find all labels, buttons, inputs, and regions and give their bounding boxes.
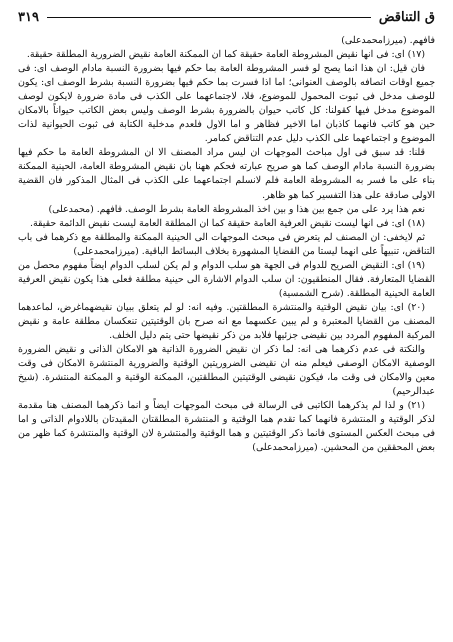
header-rule bbox=[47, 17, 371, 18]
paragraph: (٢٠) اى: بيان نقيض الوقتية والمنتشرة المطلقتين. وفيه انه: لو لم يتعلق ببيان نقيضهماغرض، لماعدهما المصنف من القضايا المعتبرة و لم يبين عكسهما مع انه صرح بان الوقتيتين تنعكسان مطلقة عامة و نقيض المركبة المفهوم المردد بين نقيضى جزئيها فلابد من ذكر نقيضها حتى يتم دليل الخلف. bbox=[18, 301, 435, 341]
chapter-title: ق التناقض bbox=[378, 9, 435, 25]
paragraph: نعم هذا يرد على من جمع بين هذا و بين اخذ المشروطة العامة بشرط الوصف. فافهم. (محمدعلى) bbox=[48, 203, 425, 215]
paragraph: (٢١) و لذا لم يذكرهما الكاتبى فى الرسالة فى مبحث الموجهات ايضاً و انما ذكرهما المصنف هنا مقدمة لذكر الوقتية و المنتشرة فانهما كما تقدم هما الوقتية و المنتشرة المطلقتان المقيدتان باللادوام الذاتى و اما فى مبحث العكس المستوى فانما ذكر الوقتيتين و هما الوقتية والمنتشرة لان الوقتية والمنتشرة كما ظهر من بعض المحققين من المحشين. (ميرزامحمدعلى) bbox=[18, 400, 435, 454]
paragraph: قلنا: قد سبق فى اول مباحث الموجهات ان ليس مراد المصنف الا ان المشروطة العامة ما حكم فيها بضرورة النسبة مادام الوصف كما هو صريح عبارته فحكم ههنا بان نقيض المشروطة العامة، الحينية الممكنة بناء على ما فسر به المشروطة العامة فلم لانسلم اجتماعهما على الكذب فى المثال المذكور فان القضية الاولى صادقة على هذا التفسير كما هو ظاهر. bbox=[18, 147, 435, 201]
paragraph: ثم لايخفى: ان المصنف لم يتعرض فى مبحث الموجهات الى الحينية الممكنة والمطلقة مع ذكرهما فى باب التناقض، تنبيهاً على انهما ليستا من القضايا المشهورة بخلاف البسائط الباقية. (ميرزامحمدعلى) bbox=[18, 231, 435, 257]
paragraph: والنكتة فى عدم ذكرهما هى انه: لما ذكر ان نقيض الضرورة الذاتية هو الامكان الذاتى و نقيض الضرورة الوصفية الامكان الوصفى فيعلم منه ان نقيضى الضروريتين الوقتية والضرورية المنتشرة الامكان فى وقت معين والامكان فى وقت ما، فيكون نقيضى الوقتيتين المطلقتين، الممكنة الوقتية و الممكنة المنتشرة. (شيخ عبدالرحيم) bbox=[18, 344, 435, 398]
paragraph: (١٨) اى: فى انها ليست نقيض العرفية العامة حقيقة كما ان المطلقة العامة ليست نقيض الدائمة حقيقة. bbox=[30, 217, 425, 229]
paragraph: (١٧) اى: فى انها نقيض المشروطة العامة حقيقة كما ان الممكنة العامة نقيض الضرورية المطلقة حقيقة. bbox=[26, 49, 425, 61]
page-number: ٣١٩ bbox=[18, 9, 39, 25]
paragraph: (١٩) اى: النقيض الصريح للدوام فى الجهة هو سلب الدوام و لم يكن لسلب الدوام ايضاً مفهوم محصل من القضايا المتعارفة. فقال المنطقيون: ان سلب الدوام الاشارة الى حينية مطلقة فعلى هذا يكون نقيض العرفية العامة الحينية المطلقة. (شرح الشمسية) bbox=[18, 259, 435, 299]
paragraph: فافهم. (ميرزامحمدعلى) bbox=[341, 35, 435, 46]
page-body bbox=[18, 34, 435, 638]
paragraph: فان قيل: ان هذا انما يصح لو فسر المشروطة العامة بما حكم فيها بضرورة النسبة مادام الوصف اى: فى جميع اوقات اتصافه بالوصف العنوانى؛ اما اذا فسرت بما حكم فيها بضرورة النسبة بشرط الوصف اى: يكون للوصف مدخل فى ثبوت المحمول للموضوع، فلا، لاجتماعهما على الكذب فى مادة ضرورة لايكون لوصف الموضوع مدخل فيها كقولنا: كل كاتب حيوان بالضرورة بشرط الوصف وليس بعض الكاتب حيواناً بالامكان حين هو كاتب فانهما كاذبان اما الاخير فظاهر و اما الاول فلعدم مدخلية الكتابة فى ثبوت الحيوانية لذات الموضوع و اجتماعهما على الكذب دليل عدم التناقض كمامر. bbox=[18, 63, 435, 145]
page-header bbox=[18, 6, 435, 28]
